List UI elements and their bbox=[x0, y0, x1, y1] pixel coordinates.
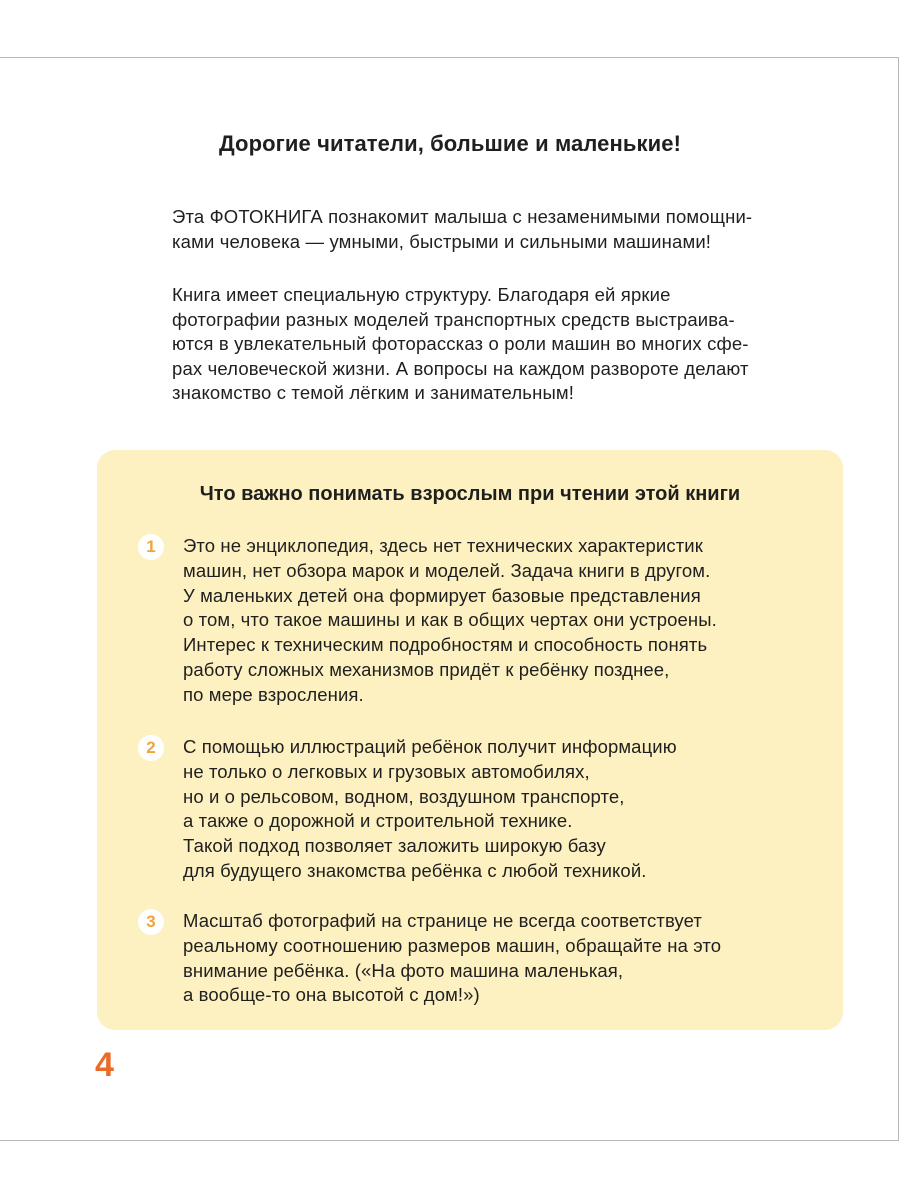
page-number: 4 bbox=[95, 1046, 114, 1084]
item-line: Масштаб фотографий на странице не всегда соответствует bbox=[183, 910, 702, 931]
item-line: но и о рельсовом, водном, воздушном транспорте, bbox=[183, 785, 625, 807]
intro-line: ками человека — умными, быстрыми и сильными машинами! bbox=[172, 230, 712, 252]
intro-paragraph bbox=[172, 283, 749, 406]
item-line: а вообще-то она высотой с дом!») bbox=[183, 984, 480, 1006]
number-badge-1: 1 bbox=[138, 534, 164, 560]
list-item bbox=[183, 735, 677, 884]
intro-line: ются в увлекательный фоторассказ о роли машин во многих сфе- bbox=[172, 333, 749, 355]
item-line: для будущего знакомства ребёнка с любой техникой. bbox=[183, 859, 647, 881]
intro-line: Книга имеет специальную структуру. Благодаря ей яркие bbox=[172, 284, 671, 305]
info-box bbox=[97, 450, 843, 1030]
intro-line: рах человеческой жизни. А вопросы на каждом развороте делают bbox=[172, 357, 749, 379]
item-line: по мере взросления. bbox=[183, 683, 364, 705]
intro-paragraph bbox=[172, 205, 752, 254]
list-item bbox=[183, 909, 721, 1008]
item-line: С помощью иллюстраций ребёнок получит информацию bbox=[183, 736, 677, 757]
info-box-title: Что важно понимать взрослым при чтении этой книги bbox=[199, 483, 741, 505]
item-line: внимание ребёнка. («На фото машина маленькая, bbox=[183, 959, 624, 981]
number-badge-3: 3 bbox=[138, 909, 164, 935]
item-line: реальному соотношению размеров машин, обращайте на это bbox=[183, 934, 722, 956]
list-item bbox=[183, 534, 717, 708]
item-line: Интерес к техническим подробностям и способность понять bbox=[183, 634, 708, 656]
intro-line: знакомство с темой лёгким и занимательным! bbox=[172, 382, 575, 404]
item-line: о том, что такое машины и как в общих чертах они устроены. bbox=[183, 609, 717, 631]
item-line: а также о дорожной и строительной технике. bbox=[183, 810, 573, 832]
intro-line: Эта ФОТОКНИГА познакомит малыша с незаменимыми помощни- bbox=[172, 206, 753, 227]
item-line: работу сложных механизмов придёт к ребёнку позднее, bbox=[183, 658, 670, 680]
item-line: не только о легковых и грузовых автомобилях, bbox=[183, 760, 590, 782]
intro-line: фотографии разных моделей транспортных средств выстраива- bbox=[172, 308, 735, 330]
item-line: Такой подход позволяет заложить широкую базу bbox=[183, 835, 606, 857]
number-badge-2: 2 bbox=[138, 735, 164, 761]
item-line: Это не энциклопедия, здесь нет технических характеристик bbox=[183, 535, 703, 556]
item-line: машин, нет обзора марок и моделей. Задача книги в другом. bbox=[183, 559, 711, 581]
page-title: Дорогие читатели, большие и маленькие! bbox=[218, 131, 681, 156]
item-line: У маленьких детей она формирует базовые представления bbox=[183, 584, 701, 606]
